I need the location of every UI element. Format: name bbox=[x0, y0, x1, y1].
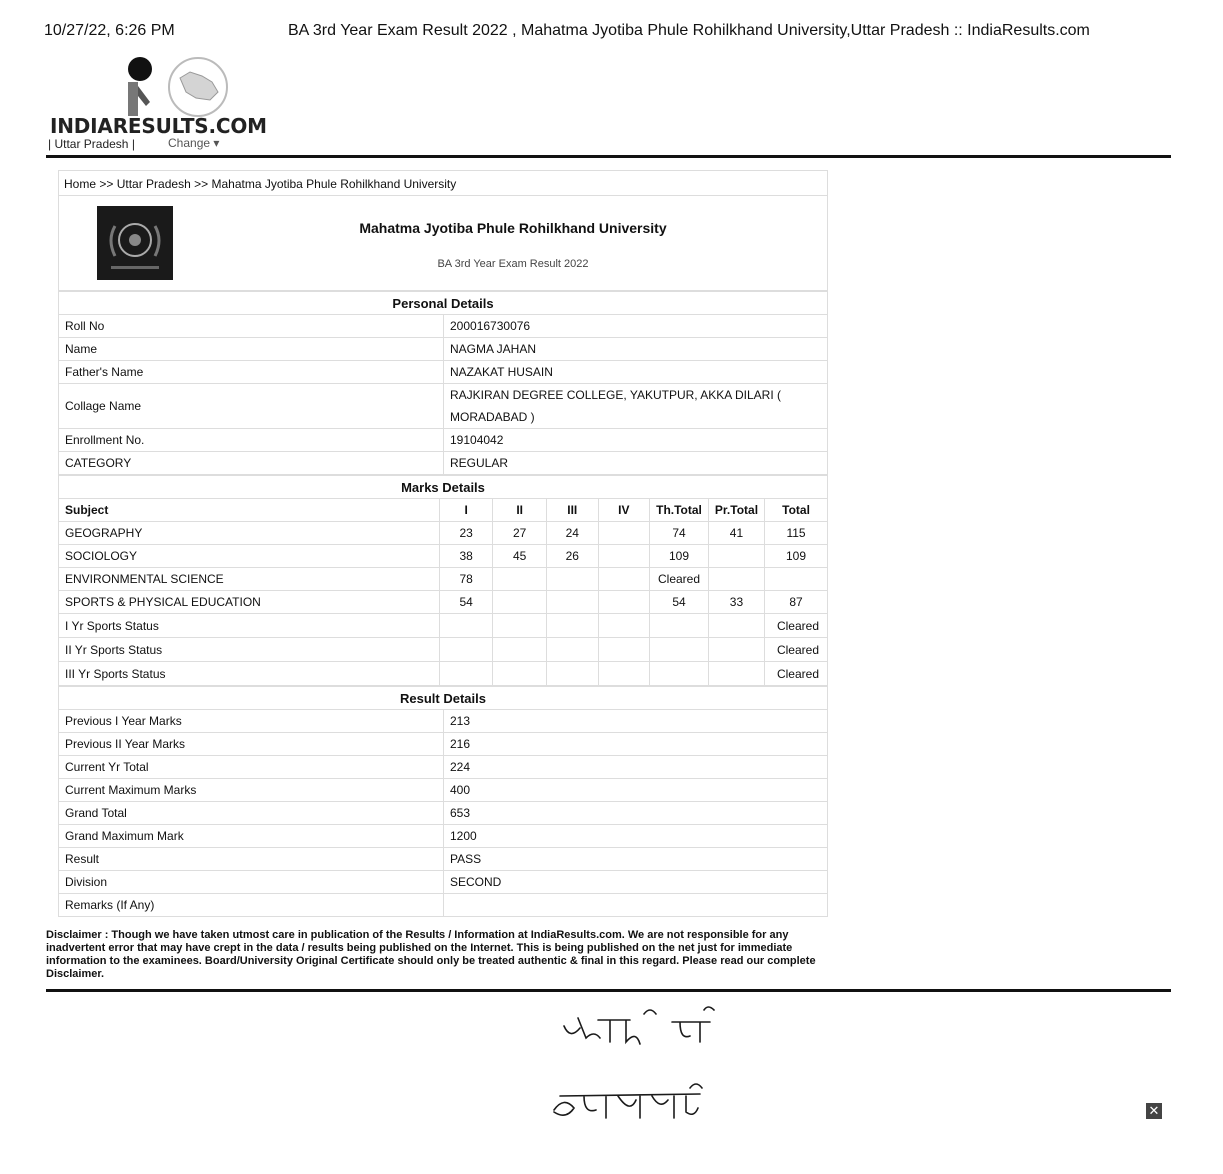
marks-cell: 54 bbox=[650, 591, 709, 614]
table-row bbox=[59, 825, 828, 848]
field-value: PASS bbox=[444, 848, 828, 871]
sports-status-row bbox=[59, 662, 828, 686]
field-value bbox=[444, 894, 828, 917]
table-row bbox=[59, 361, 828, 384]
column-header: Total bbox=[765, 499, 828, 522]
field-value: RAJKIRAN DEGREE COLLEGE, YAKUTPUR, AKKA DILARI ( MORADABAD ) bbox=[444, 384, 828, 429]
table-row bbox=[59, 522, 828, 545]
table-row bbox=[59, 894, 828, 917]
field-label: Enrollment No. bbox=[59, 429, 444, 452]
field-label: Grand Total bbox=[59, 802, 444, 825]
empty-cell bbox=[439, 638, 493, 662]
handwritten-signature bbox=[540, 1000, 740, 1140]
marks-cell: 115 bbox=[765, 522, 828, 545]
table-row bbox=[59, 338, 828, 361]
table-row bbox=[59, 710, 828, 733]
marks-cell: 109 bbox=[650, 545, 709, 568]
column-header: Th.Total bbox=[650, 499, 709, 522]
subject-name: ENVIRONMENTAL SCIENCE bbox=[59, 568, 440, 591]
column-header: Pr.Total bbox=[708, 499, 764, 522]
result-content bbox=[58, 170, 828, 917]
university-header bbox=[58, 195, 828, 291]
marks-cell: 45 bbox=[493, 545, 547, 568]
print-page-title: BA 3rd Year Exam Result 2022 , Mahatma Jyotiba Phule Rohilkhand University,Uttar Pradesh :: IndiaResults.com bbox=[288, 22, 1090, 39]
empty-cell bbox=[708, 638, 764, 662]
field-label: Previous II Year Marks bbox=[59, 733, 444, 756]
field-label: Father's Name bbox=[59, 361, 444, 384]
field-value: 653 bbox=[444, 802, 828, 825]
field-value: 224 bbox=[444, 756, 828, 779]
marks-cell: 109 bbox=[765, 545, 828, 568]
field-label: Collage Name bbox=[59, 384, 444, 429]
marks-cell bbox=[708, 545, 764, 568]
empty-cell bbox=[650, 638, 709, 662]
uttar-pradesh-map-icon bbox=[166, 56, 230, 118]
print-datetime: 10/27/22, 6:26 PM bbox=[44, 22, 175, 39]
field-value: NAGMA JAHAN bbox=[444, 338, 828, 361]
table-row bbox=[59, 384, 828, 429]
marks-cell: 24 bbox=[546, 522, 598, 545]
result-details-table bbox=[58, 686, 828, 917]
field-value: 200016730076 bbox=[444, 315, 828, 338]
field-label: CATEGORY bbox=[59, 452, 444, 475]
sports-status-row bbox=[59, 638, 828, 662]
table-row bbox=[59, 802, 828, 825]
field-value: 213 bbox=[444, 710, 828, 733]
marks-cell bbox=[493, 591, 547, 614]
subject-name: SOCIOLOGY bbox=[59, 545, 440, 568]
marks-cell: 87 bbox=[765, 591, 828, 614]
field-label: Current Yr Total bbox=[59, 756, 444, 779]
empty-cell bbox=[598, 638, 650, 662]
field-label: Division bbox=[59, 871, 444, 894]
change-state-link[interactable]: Change ▾ bbox=[168, 136, 220, 150]
top-divider bbox=[46, 155, 1171, 158]
empty-cell bbox=[650, 614, 709, 638]
breadcrumb-university[interactable]: Mahatma Jyotiba Phule Rohilkhand University bbox=[211, 177, 457, 191]
empty-cell bbox=[439, 614, 493, 638]
table-row bbox=[59, 429, 828, 452]
empty-cell bbox=[546, 638, 598, 662]
table-row bbox=[59, 848, 828, 871]
marks-header-row bbox=[59, 499, 828, 522]
field-value: NAZAKAT HUSAIN bbox=[444, 361, 828, 384]
state-label: | Uttar Pradesh | bbox=[48, 137, 135, 151]
field-value: 19104042 bbox=[444, 429, 828, 452]
sports-status-label: II Yr Sports Status bbox=[59, 638, 440, 662]
table-row bbox=[59, 756, 828, 779]
empty-cell bbox=[439, 662, 493, 686]
site-logo[interactable] bbox=[48, 56, 267, 156]
marks-cell: 41 bbox=[708, 522, 764, 545]
field-label: Current Maximum Marks bbox=[59, 779, 444, 802]
sports-status-label: III Yr Sports Status bbox=[59, 662, 440, 686]
subject-name: GEOGRAPHY bbox=[59, 522, 440, 545]
disclaimer-text: Disclaimer : Though we have taken utmost care in publication of the Results / Information at IndiaResults.com. We are not responsible for any inadvertent error that may have crept in the data / results being published on the Internet. This is being published on the net just for immediate information to the examinees. Board/University Original Certificate should only be treated authentic & final in this regard. Please read our complete Disclaimer. bbox=[46, 929, 816, 980]
result-details-heading: Result Details bbox=[59, 687, 828, 710]
table-row bbox=[59, 733, 828, 756]
breadcrumb-separator: >> bbox=[99, 177, 114, 191]
field-label: Remarks (If Any) bbox=[59, 894, 444, 917]
marks-cell: 38 bbox=[439, 545, 493, 568]
marks-details-heading: Marks Details bbox=[59, 476, 828, 499]
marks-cell bbox=[546, 591, 598, 614]
field-value: 1200 bbox=[444, 825, 828, 848]
sports-status-label: I Yr Sports Status bbox=[59, 614, 440, 638]
field-value: 400 bbox=[444, 779, 828, 802]
marks-cell bbox=[765, 568, 828, 591]
breadcrumb-home[interactable]: Home bbox=[64, 177, 97, 191]
empty-cell bbox=[650, 662, 709, 686]
marks-cell: 78 bbox=[439, 568, 493, 591]
table-row bbox=[59, 871, 828, 894]
empty-cell bbox=[493, 638, 547, 662]
table-row bbox=[59, 779, 828, 802]
empty-cell bbox=[546, 614, 598, 638]
marks-cell bbox=[493, 568, 547, 591]
person-logo-icon bbox=[120, 56, 160, 116]
column-header: IV bbox=[598, 499, 650, 522]
marks-cell: 23 bbox=[439, 522, 493, 545]
breadcrumb bbox=[58, 170, 828, 195]
marks-details-table bbox=[58, 475, 828, 686]
field-value: 216 bbox=[444, 733, 828, 756]
column-header: Subject bbox=[59, 499, 440, 522]
field-label: Name bbox=[59, 338, 444, 361]
column-header: III bbox=[546, 499, 598, 522]
marks-cell bbox=[598, 568, 650, 591]
sports-status-value: Cleared bbox=[765, 614, 828, 638]
close-icon[interactable]: ✕ bbox=[1146, 1103, 1162, 1119]
university-name: Mahatma Jyotiba Phule Rohilkhand University bbox=[359, 220, 667, 236]
field-label: Grand Maximum Mark bbox=[59, 825, 444, 848]
marks-cell: 27 bbox=[493, 522, 547, 545]
print-header bbox=[0, 22, 1223, 44]
exam-name: BA 3rd Year Exam Result 2022 bbox=[437, 258, 589, 270]
sports-status-value: Cleared bbox=[765, 662, 828, 686]
table-row bbox=[59, 591, 828, 614]
field-value: REGULAR bbox=[444, 452, 828, 475]
empty-cell bbox=[708, 614, 764, 638]
table-row bbox=[59, 315, 828, 338]
field-label: Roll No bbox=[59, 315, 444, 338]
column-header: II bbox=[493, 499, 547, 522]
sports-status-value: Cleared bbox=[765, 638, 828, 662]
empty-cell bbox=[598, 662, 650, 686]
breadcrumb-separator: >> bbox=[194, 177, 209, 191]
marks-cell: 74 bbox=[650, 522, 709, 545]
marks-cell bbox=[598, 522, 650, 545]
breadcrumb-state[interactable]: Uttar Pradesh bbox=[116, 177, 191, 191]
empty-cell bbox=[493, 614, 547, 638]
table-row bbox=[59, 568, 828, 591]
marks-cell: 26 bbox=[546, 545, 598, 568]
marks-cell bbox=[598, 591, 650, 614]
sports-status-row bbox=[59, 614, 828, 638]
personal-details-heading: Personal Details bbox=[59, 292, 828, 315]
personal-details-table bbox=[58, 291, 828, 475]
marks-cell: 54 bbox=[439, 591, 493, 614]
marks-cell bbox=[708, 568, 764, 591]
bottom-divider bbox=[46, 989, 1171, 992]
field-label: Result bbox=[59, 848, 444, 871]
subject-name: SPORTS & PHYSICAL EDUCATION bbox=[59, 591, 440, 614]
table-row bbox=[59, 545, 828, 568]
empty-cell bbox=[546, 662, 598, 686]
marks-cell bbox=[598, 545, 650, 568]
marks-cell: 33 bbox=[708, 591, 764, 614]
column-header: I bbox=[439, 499, 493, 522]
empty-cell bbox=[598, 614, 650, 638]
table-row bbox=[59, 452, 828, 475]
marks-cell bbox=[546, 568, 598, 591]
logo-text: INDIARESULTS.COM bbox=[50, 114, 267, 138]
empty-cell bbox=[493, 662, 547, 686]
marks-cell: Cleared bbox=[650, 568, 709, 591]
field-value: SECOND bbox=[444, 871, 828, 894]
field-label: Previous I Year Marks bbox=[59, 710, 444, 733]
empty-cell bbox=[708, 662, 764, 686]
